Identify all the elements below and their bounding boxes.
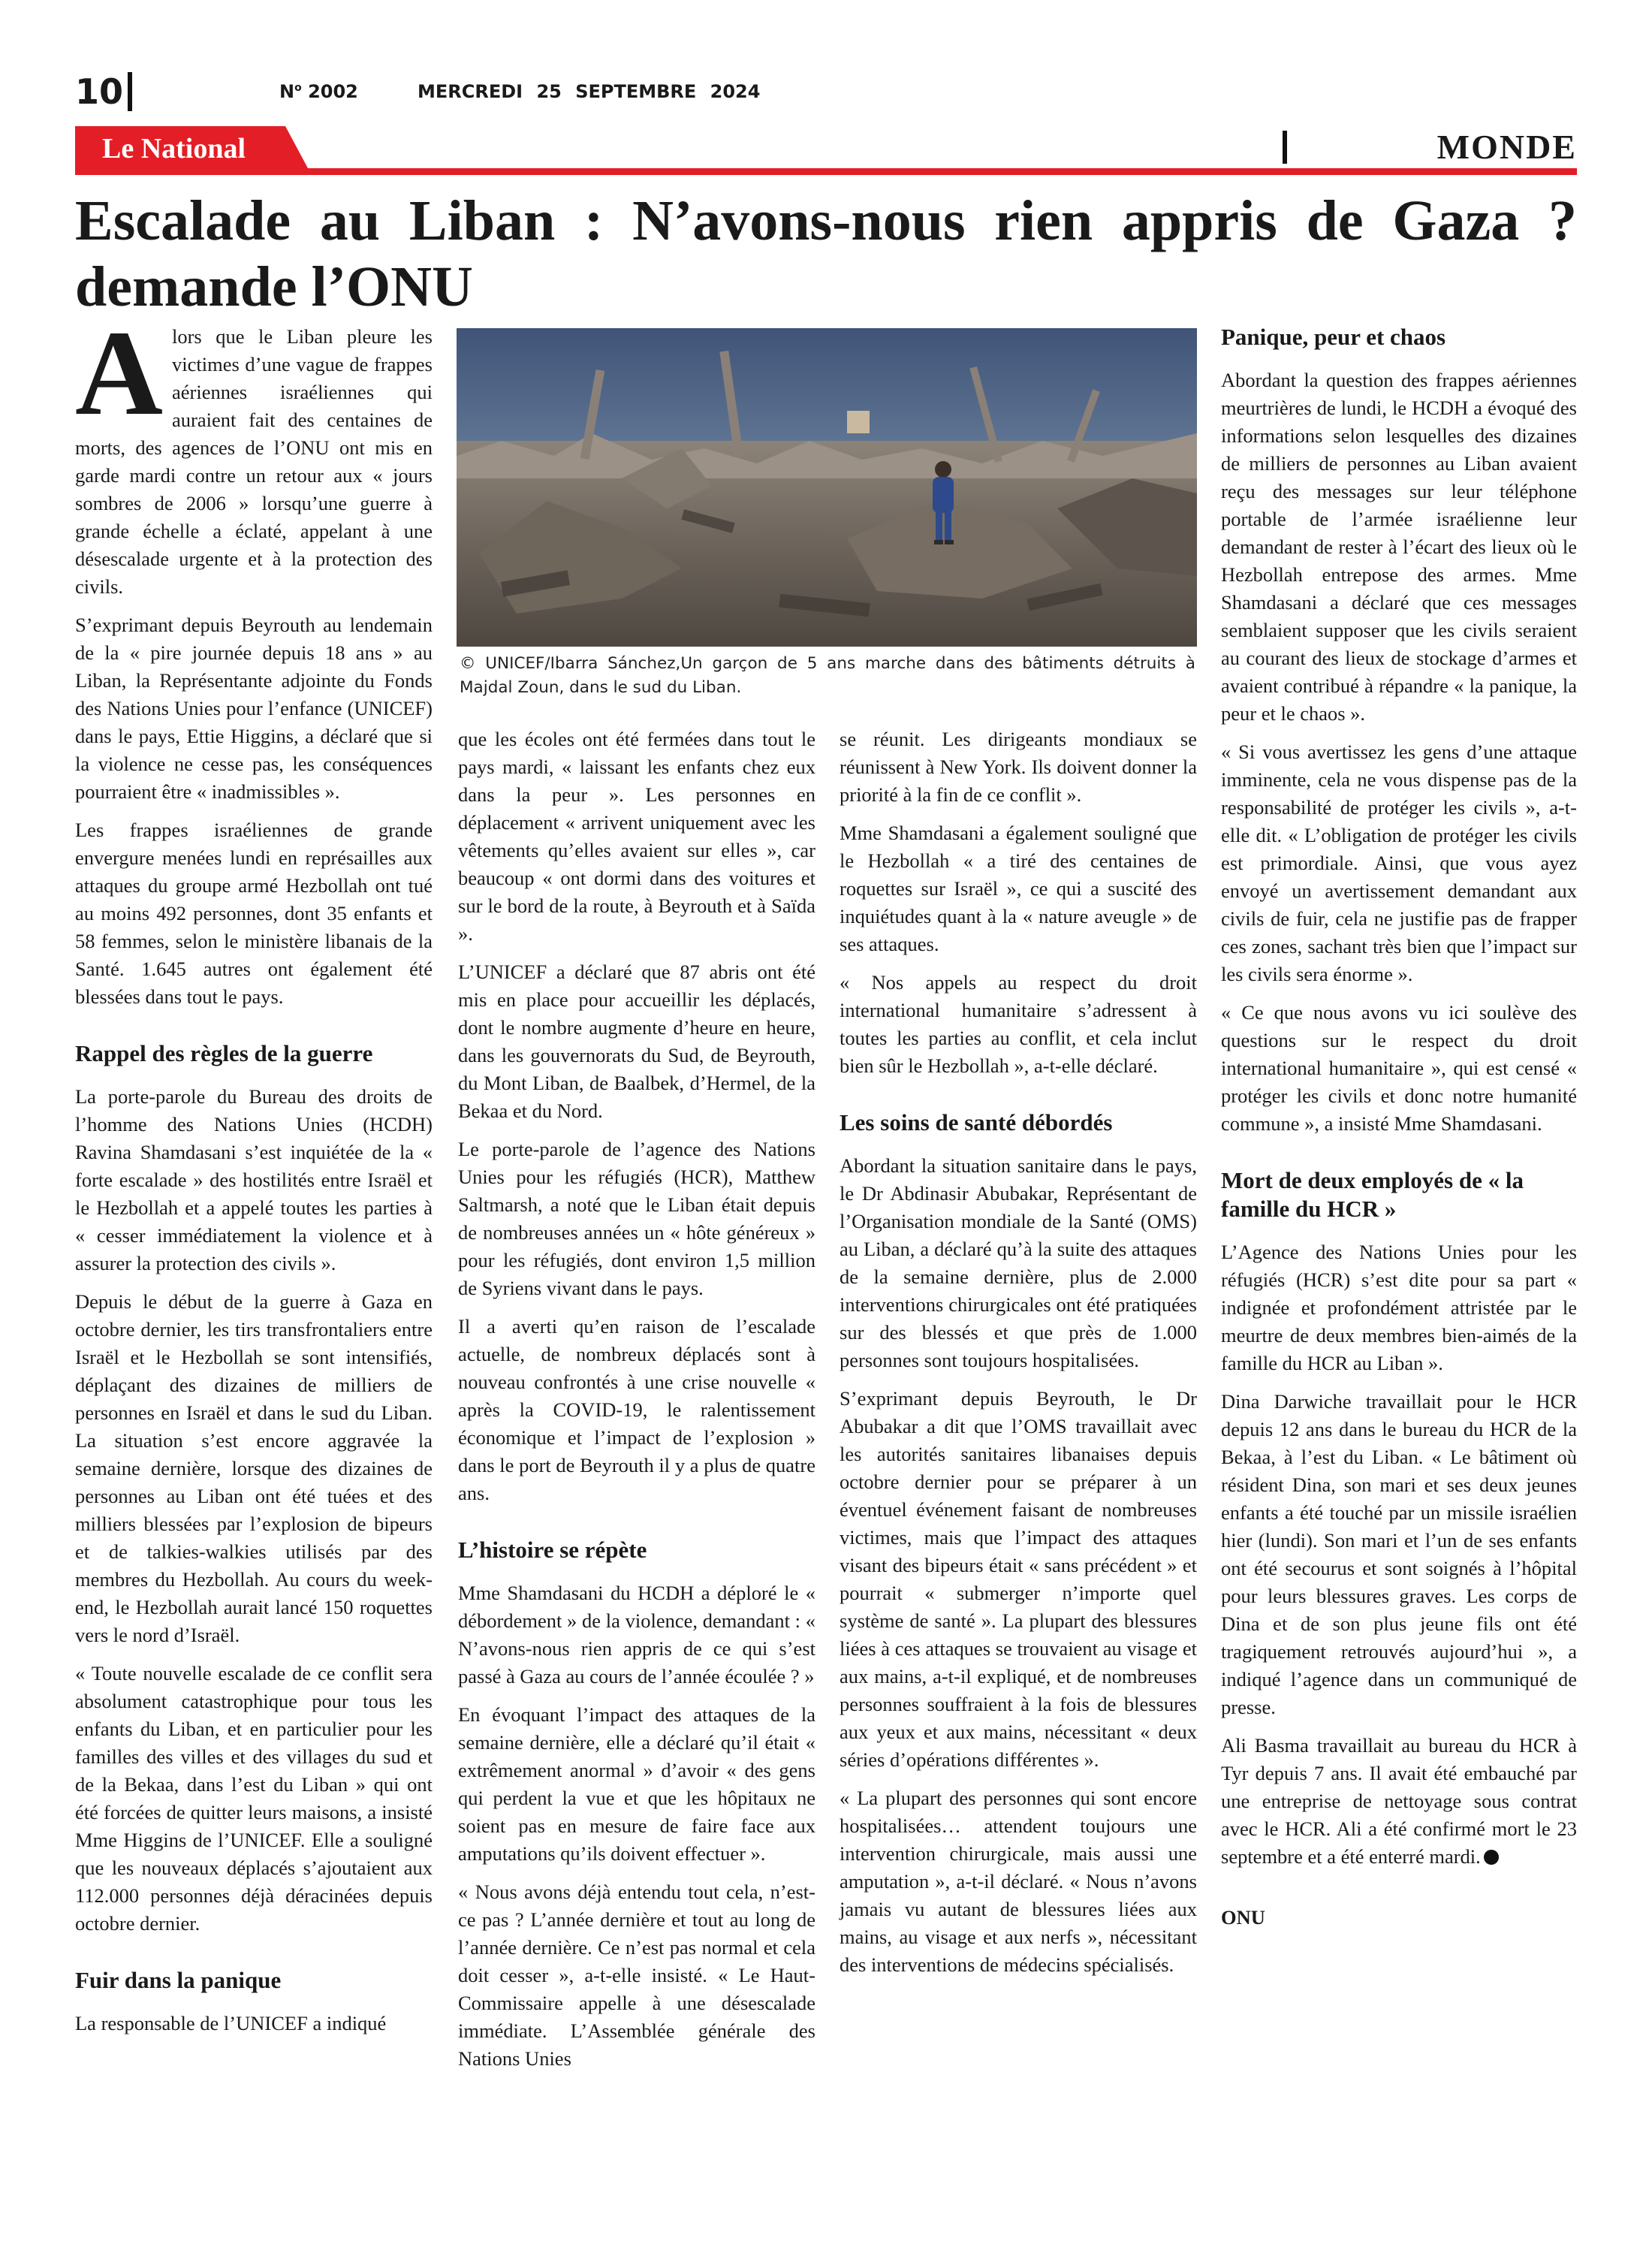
paragraph: Mme Shamdasani du HCDH a déploré le « débordement » de la violence, demandant : « N’avons-nous rien appris de ce qui s’est passé à Gaza au cours de l’année écoulée ? » xyxy=(458,1582,815,1687)
photo-caption: © UNICEF/Ibarra Sánchez,Un garçon de 5 ans marche dans des bâtiments détruits à Majdal Zoun, dans le sud du Liban. xyxy=(460,654,1195,697)
paragraph: L’UNICEF a déclaré que 87 abris ont été mis en place pour accueillir les déplacés, dont le nombre augmente d’heure en heure, dans les gouvernorats du Sud, de Beyrouth, du Mont Liban, de Baalbek, d’Hermel, de la Bekaa et du Nord. xyxy=(458,961,815,1122)
brand-row xyxy=(75,126,1577,176)
page-number-divider xyxy=(128,72,132,111)
article-headline: Escalade au Liban : N’avons-nous rien appris de Gaza ? demande l’ONU xyxy=(75,189,1577,318)
subheading-histoire: L’histoire se répète xyxy=(458,1537,647,1563)
paragraph-last xyxy=(1221,1732,1577,1871)
paragraph: « Nos appels au respect du droit international humanitaire s’adressent à toutes les parties au conflit, et cela inclut bien sûr le Hezbollah », a-t-elle déclaré. xyxy=(840,971,1197,1077)
section-divider xyxy=(1283,131,1287,164)
paragraph: Mme Shamdasani a également souligné que le Hezbollah « a tiré des centaines de roquettes sur Israël », ce qui a suscité des inquiétudes quant à la « nature aveugle » de ses attaques. xyxy=(840,822,1197,955)
issue-value: 2002 xyxy=(308,81,358,102)
article-photo xyxy=(457,328,1197,647)
brand-logo: Le National xyxy=(102,133,246,164)
paragraph: S’exprimant depuis Beyrouth au lendemain de la « pire journée depuis 18 ans » au Liban, la Représentante adjointe du Fonds des Nations Unies pour l’enfance (UNICEF) dans le pays, Ettie Higgins, a déclaré que si la violence ne cesse pas, les conséquences pourraient être « inadmissibles ». xyxy=(75,614,433,803)
subheading-rappel: Rappel des règles de la guerre xyxy=(75,1040,373,1066)
paragraph: Le porte-parole de l’agence des Nations Unies pour les réfugiés (HCR), Matthew Saltmarsh, a noté que le Liban était depuis de nombreuses années un « hôte généreux » pour les réfugiés, dont environ 1,5 million de Syriens vivant dans le pays. xyxy=(458,1138,815,1299)
subheading-panique: Panique, peur et chaos xyxy=(1221,324,1446,350)
lead-text: lors que le Liban pleure les victimes d’une vague de frappes aériennes israéliennes qui auraient fait des centaines de morts, des agences de l’ONU ont mis en garde mardi contre un retour aux « jours sombres de 2006 » lorsqu’une guerre à grande échelle a éclaté, appelant à une désescalade urgente et à la protection des civils. xyxy=(75,325,433,598)
page-header xyxy=(75,69,1577,114)
paragraph: S’exprimant depuis Beyrouth, le Dr Abubakar a dit que l’OMS travaillait avec les autorités sanitaires libanaises depuis octobre dernier pour se préparer à un éventuel événement faisant de nombreuses victimes, mais que l’impact des attaques visant des bipeurs était « sans précédent » et pourrait « submerger n’importe quel système de santé ». La plupart des blessures liées à ces attaques se trouvaient au visage et aux mains, a-t-il expliqué, et de nombreuses personnes souffraient à la fois de blessures aux yeux et aux mains, nécessitant « deux séries d’opérations différentes ». xyxy=(840,1387,1197,1771)
paragraph: Il a averti qu’en raison de l’escalade actuelle, de nombreux déplacés sont à nouveau confrontés à une crise nouvelle « après la COVID-19, le ralentissement économique et l’impact de l’explosion » dans le port de Beyrouth il y a plus de quatre ans. xyxy=(458,1315,815,1504)
paragraph: Dina Darwiche travaillait pour le HCR depuis 12 ans dans le bureau du HCR de la Bekaa, à l’est du Liban. « Le bâtiment où résident Dina, son mari et ses deux jeunes enfants a été touché par un missile israélien hier (lundi). Son mari et l’un de ses enfants ont été secourus et sont soignés à l’hôpital pour leurs blessures graves. Les corps de Dina et de son plus jeune fils ont été tragiquement retrouvés aujourd’hui », a indiqué l’agence dans un communiqué de presse. xyxy=(1221,1390,1577,1718)
brand-rule xyxy=(75,168,1577,175)
page-number: 10 xyxy=(75,71,124,112)
paragraph: « Nous avons déjà entendu tout cela, n’est-ce pas ? L’année dernière et tout au long de l’année dernière. Ce n’est pas normal et cela doit cesser », a-t-elle insisté. « Le Haut-Commissaire appelle à une désescalade immédiate. L’Assemblée générale des Nations Unies xyxy=(458,1881,815,2070)
drop-cap: A xyxy=(75,306,163,441)
article-signature: ONU xyxy=(1221,1906,1265,1929)
paragraph: Depuis le début de la guerre à Gaza en octobre dernier, les tirs transfrontaliers entre Israël et le Hezbollah se sont intensifiés, déplaçant des dizaines de milliers de personnes en Israël et dans le sud du Liban. La situation s’est encore aggravée la semaine dernière, lorsque des dizaines de personnes au Liban ont été tuées et des milliers blessées par l’explosion de bipeurs et de talkies-walkies utilisés par des membres du Hezbollah. Au cours du week-end, le Hezbollah aurait lancé 150 roquettes vers le nord d’Israël. xyxy=(75,1290,433,1646)
issue-number xyxy=(279,81,358,102)
paragraph: La responsable de l’UNICEF a indiqué xyxy=(75,2012,387,2034)
subheading-fuir: Fuir dans la panique xyxy=(75,1967,282,1993)
paragraph: se réunit. Les dirigeants mondiaux se réunissent à New York. Ils doivent donner la priorité à la fin de ce conflit ». xyxy=(840,728,1197,806)
paragraph: La porte-parole du Bureau des droits de l’homme des Nations Unies (HCDH) Ravina Shamdasani s’est inquiétée de la « forte escalade » des hostilités entre Israël et le Hezbollah et a appelé toutes les parties à « cesser immédiatement la violence et à assurer la protection des civils ». xyxy=(75,1085,433,1274)
column-1 xyxy=(75,306,433,2048)
issue-sup: o xyxy=(294,82,302,94)
paragraph: que les écoles ont été fermées dans tout le pays mardi, « laissant les enfants chez eux dans la peur ». Les personnes en déplacement « arrivent uniquement avec les vêtements qu’elles avaient sur elles », car beaucoup « ont dormi dans des voitures et sur le bord de la route, à Beyrouth et à Saïda ». xyxy=(458,728,815,945)
issue-date: MERCREDI 25 SEPTEMBRE 2024 xyxy=(418,81,761,102)
section-title: MONDE xyxy=(1436,128,1577,166)
subheading-soins: Les soins de santé débordés xyxy=(840,1109,1113,1136)
column-2 xyxy=(458,725,815,2083)
photo-destroyed-buildings xyxy=(457,328,1197,647)
paragraph: « Toute nouvelle escalade de ce conflit sera absolument catastrophique pour tous les enfants du Liban, et en particulier pour les familles des villes et des villages du sud et de la Bekaa, dans l’est du Liban » qui ont été forcées de quitter leurs maisons, a insisté Mme Higgins de l’UNICEF. Elle a souligné que les nouveaux déplacés s’ajoutaient aux 112.000 personnes déjà déracinées depuis octobre dernier. xyxy=(75,1662,433,1935)
paragraph: « La plupart des personnes qui sont encore hospitalisées… attendent toujours une intervention chirurgicale, mais aussi une amputation », a-t-il déclaré. « Nous n’avons jamais vu autant de blessures liées aux mains, au visage et aux nerfs », nécessitant des interventions de médecins spécialisés. xyxy=(840,1787,1197,1976)
issue-prefix: N xyxy=(279,81,295,102)
paragraph-text: Ali Basma travaillait au bureau du HCR à Tyr depuis 7 ans. Il avait été embauché par une entreprise de nettoyage sous contrat avec le HCR. Ali a été confirmé mort le 23 septembre et a été enterré mardi. xyxy=(1221,1734,1577,1868)
paragraph: L’Agence des Nations Unies pour les réfugiés (HCR) s’est dite pour sa part « indignée et profondément attristée par le meurtre de deux membres bien-aimés de la famille du HCR au Liban ». xyxy=(1221,1241,1577,1374)
paragraph: Abordant la situation sanitaire dans le pays, le Dr Abdinasir Abubakar, Représentant de l’Organisation mondiale de la Santé (OMS) au Liban, a déclaré qu’à la suite des attaques de la semaine dernière, plus de 2.000 interventions chirurgicales ont été pratiquées sur des blessés et que près de 1.000 personnes sont toujours hospitalisées. xyxy=(840,1154,1197,1371)
column-3 xyxy=(840,725,1197,1989)
paragraph: Abordant la question des frappes aériennes meurtrières de lundi, le HCDH a évoqué des informations selon lesquelles des dizaines de milliers de personnes au Liban avaient reçu des messages sur leur téléphone portable de l’armée israélienne leur demandant de rester à l’écart des lieux où le Hezbollah entrepose des armes. Mme Shamdasani a déclaré que ces messages semblaient supposer que les civils seraient au courant des lieux de stockage d’armes et avaient contribué à répandre « la panique, la peur et le chaos ». xyxy=(1221,369,1577,725)
paragraph: « Si vous avertissez les gens d’une attaque imminente, cela ne vous dispense pas de la responsabilité de protéger les civils », a-t-elle dit. « L’obligation de protéger les civils est primordiale. Ainsi, que vous ayez envoyé un avertissement demandant aux civils de fuir, cela ne justifie pas de frapper ces zones, sachant très bien que l’impact sur les civils sera énorme ». xyxy=(1221,740,1577,985)
subheading-mort: Mort de deux employés de « la famille du HCR » xyxy=(1221,1167,1524,1222)
paragraph: En évoquant l’impact des attaques de la semaine dernière, elle a déclaré qu’il était « extrêmement anormal » d’avoir « des gens qui perdent la vue et que les hôpitaux ne soient pas en mesure de faire face aux amputations qu’ils doivent effectuer ». xyxy=(458,1703,815,1865)
paragraph-lead xyxy=(75,306,433,601)
end-mark-icon xyxy=(1484,1850,1499,1865)
column-4 xyxy=(1221,323,1577,1932)
paragraph: Les frappes israéliennes de grande envergure menées lundi en représailles aux attaques du groupe armé Hezbollah ont tué au moins 492 personnes, dont 35 enfants et 58 femmes, selon le ministère libanais de la Santé. 1.645 autres ont également été blessées dans tout le pays. xyxy=(75,819,433,1008)
paragraph: « Ce que nous avons vu ici soulève des questions sur le respect du droit international humanitaire », qui est censé « protéger les civils et donc notre humanité commune », a insisté Mme Shamdasani. xyxy=(1221,1001,1577,1135)
